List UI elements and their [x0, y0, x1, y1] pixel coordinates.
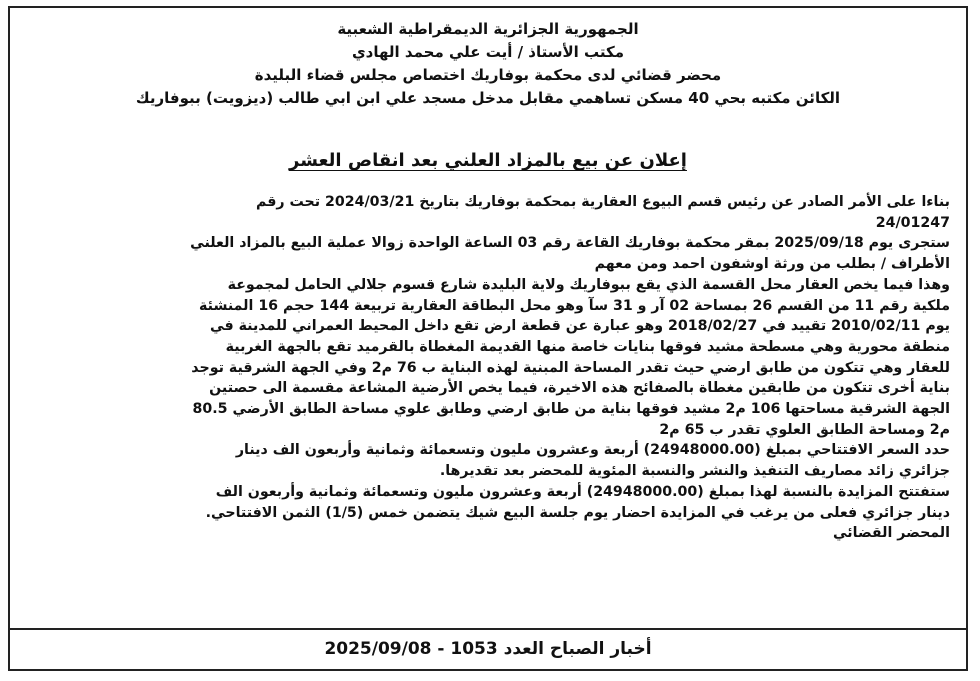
announcement-title-text: إعلان عن بيع بالمزاد العلني بعد انقاص العشر — [289, 150, 687, 171]
announcement-body — [28, 192, 950, 544]
header-office-line: مكتب الأستاذ / أيت علي محمد الهادي — [351, 43, 625, 61]
body-line: وهذا فيما يخص العقار محل القسمة الذي يقع ببوفاريك ولاية البليدة شارع قسوم جلالي الحامل لمجموعة — [227, 276, 950, 293]
body-line: حدد السعر الافتتاحي بمبلغ (24948000.00) أربعة وعشرون مليون وتسعمائة وثمانية وأربعون الف دينار — [235, 442, 950, 459]
header-bailiff-line: محضر قضائي لدى محكمة بوفاريك اختصاص مجلس قضاء البليدة — [254, 66, 722, 84]
body-line: جزائري زائد مصاريف التنفيذ والنشر والنسبة المئوية للمحضر بعد تقديرها. — [439, 463, 950, 480]
announcement-frame — [8, 6, 968, 671]
footer-divider — [10, 628, 966, 630]
signature-line: المحضر القضائي — [832, 525, 950, 542]
body-line: منطقة محورية وهي مسطحة مشيد فوقها بنايات خاصة منها القديمة المغطاة بالقرميد تقع بالجهة الغربية — [225, 338, 950, 355]
body-line: 24/01247 — [875, 214, 950, 231]
body-line: ستجرى يوم 2025/09/18 بمقر محكمة بوفاريك القاعة رقم 03 الساعة الواحدة زوالا عملية البيع بالمزاد العلني — [190, 235, 950, 252]
body-line: بناية أخرى تتكون من طابقين مغطاة بالصفائح هذه الاخيرة، فيما يخص الأرضية المشاعة مقسمة الى حصتين — [209, 380, 950, 397]
body-line: ملكية رقم 11 من القسم 26 بمساحة 02 آر و 31 سآ وهو محل البطاقة العقارية تربيعة 144 حجم 16 المنشئة — [199, 297, 950, 314]
body-line: ستفتتح المزايدة بالنسبة لهذا بمبلغ (24948000.00) أربعة وعشرون مليون وتسعمائة وثمانية وأربعون الف — [215, 483, 950, 500]
body-line: دينار جزائري فعلى من يرغب في المزايدة احضار يوم جلسة البيع شيك يتضمن خمس (1/5) الثمن الافتتاحي. — [205, 504, 950, 521]
announcement-title — [10, 148, 966, 174]
body-line: بناءا على الأمر الصادر عن رئيس قسم البيوع العقارية بمحكمة بوفاريك بتاريخ 2024/03/21 تحت رقم — [255, 194, 950, 210]
publication-footer: أخبار الصباح العدد 1053 - 2025/09/08 — [324, 639, 652, 659]
body-line: للعقار وهي تتكون من طابق ارضي حيث تقدر المساحة المبنية لهذه البناية ب 76 م2 وفي الجهة الشرقية توجد — [191, 359, 950, 376]
body-line: يوم 2010/02/11 تقييد في 2018/02/27 وهو عبارة عن قطعة ارض تقع داخل المحيط العمراني للمدينة في — [209, 318, 950, 335]
body-line: الجهة الشرقية مساحتها 106 م2 مشيد فوقها بناية من طابق ارضي وطابق علوي مساحة الطابق الأرضي 80.5 — [192, 401, 950, 418]
document-header — [10, 18, 966, 110]
body-line: الأطراف / بطلب من ورثة اوشفون احمد ومن معهم — [594, 256, 950, 273]
body-line: م2 ومساحة الطابق العلوي تقدر ب 65 م2 — [659, 421, 950, 438]
header-address-line: الكائن مكتبه بحي 40 مسكن تساهمي مقابل مدخل مسجد علي ابن ابي طالب (ديزويت) ببوفاريك — [135, 89, 841, 107]
header-republic-line: الجمهورية الجزائرية الديمقراطية الشعبية — [337, 20, 639, 38]
